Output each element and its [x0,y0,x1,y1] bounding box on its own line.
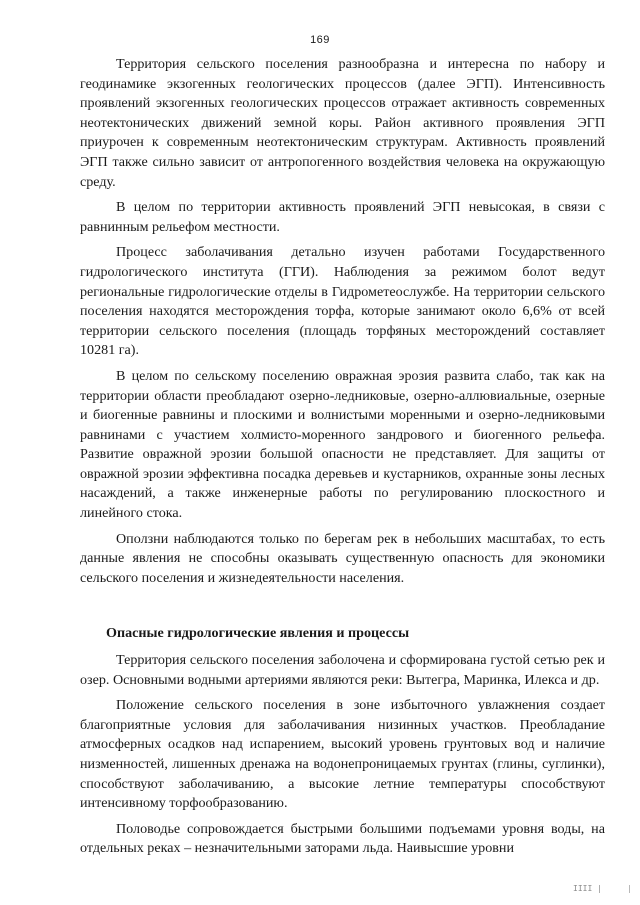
section-heading-hydrological-hazards: Опасные гидрологические явления и процессы [106,625,410,642]
paragraph-egp-activity: В целом по территории активность проявлений ЭГП невысокая, в связи с равнинным рельефом местности. [80,199,605,235]
scan-mark-edge: | [627,884,632,893]
paragraph-egp-territory: Территория сельского поселения разнообразна и интересна по набору и геодинамике экзогенных геологических процессов (далее ЭГП). Интенсивность проявлений экзогенных геологических процессов отражает активность современных неотектонических движений земной коры. Район активного проявления ЭГП приурочен к современным неотектоническим структурам. Активность проявлений ЭГП также сильно зависит от антропогенного воздействия человека на окружающую среду. [80,56,605,190]
paragraph-swamping-process: Процесс заболачивания детально изучен работами Государственного гидрологического института (ГГИ). Наблюдения за режимом болот ведут региональные гидрологические отделы в Гидрометеослужбе. На территории сельского поселения находятся месторождения торфа, которые занимают около 6,6% от всей территории сельского поселения (площадь торфяных месторождений составляет 10281 га). [80,244,605,359]
scan-mark: IIII | [573,884,602,893]
paragraph-flood: Половодье сопровождается быстрыми большими подъемами уровня воды, на отдельных реках – незначительными заторами льда. Наивысшие уровни [80,820,605,857]
document-body [80,55,605,865]
paragraph-excess-moisture: Положение сельского поселения в зоне избыточного увлажнения создает благоприятные условия для заболачивания низинных участков. Преобладание атмосферных осадков над испарением, высокий уровень грунтовых вод и наличие низменностей, лишенных дренажа на водонепроницаемых грунтах (глины, суглинки), способствуют заболачиванию, а высокие летние температуры способствуют интенсивному торфообразованию. [80,697,605,812]
paragraph-landslides: Оползни наблюдаются только по берегам рек в небольших масштабах, то есть данные явления не способны оказывать существенную опасность для экономики сельского поселения и жизнедеятельности населения. [80,530,605,586]
page-number: 169 [310,34,330,46]
paragraph-ravine-erosion: В целом по сельскому поселению овражная эрозия развита слабо, так как на территории области преобладают озерно-ледниковые, озерно-аллювиальные, озерные и биогенные равнины и плоскими и волнистыми моренными и озерно-ледниковыми равнинами с участием холмисто-моренного зандрового и биогенного рельефа. Развитие овражной эрозии большой опасности не представляет. Для защиты от овражной эрозии эффективна посадка деревьев и кустарников, охранные зоны лесных насаждений, а также инженерные работы по регулированию плоскостного и линейного стока. [80,367,605,522]
paragraph-rivers-lakes: Территория сельского поселения заболочена и сформирована густой сетью рек и озер. Основными водными артериями являются реки: Вытегра, Маринка, Илекса и др. [80,652,605,688]
